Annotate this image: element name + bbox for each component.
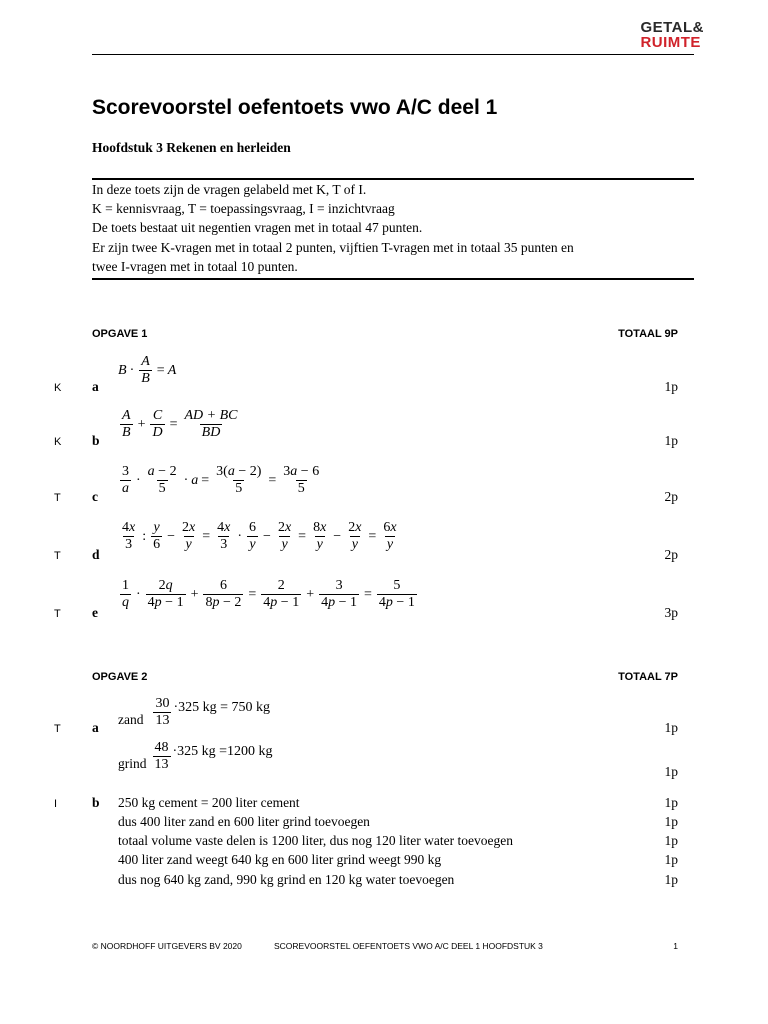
opgave-2-label: OPGAVE 2 [92,671,148,683]
question-points: 2p [664,547,678,562]
question-letter: e [92,605,98,620]
footer-copyright: © NOORDHOFF UITGEVERS BV 2020 [92,941,242,951]
intro-line: K = kennisvraag, T = toepassingsvraag, I = inzichtvraag [92,201,395,217]
formula-1a: B · $\frac{A}{B}$ = A [118,354,177,386]
formula-1c: $\frac{3}{a}$ · $\frac{a - 2}{5}$ · a = $\frac{3(a - 2)}{5}$ = $\frac{3a - 6}{5}$ [122,464,320,496]
logo-line-1: GETAL& [640,19,704,36]
formula-1e: $\frac{1}{q}$ · $\frac{2q}{4p - 1}$ + $\frac{6}{8p - 2}$ = $\frac{2}{4p - 1}$ + $\frac{3}{4p - 1}$ = $\frac{5}{4p - 1}$ [122,578,415,610]
answer-points: 1p [664,872,678,887]
question-letter: b [92,433,100,448]
intro-line: De toets bestaat uit negentien vragen met in totaal 47 punten. [92,220,423,236]
question-letter: b [92,795,100,810]
logo-line-2: RUIMTE [640,34,701,51]
intro-line: In deze toets zijn de vragen gelabeld met K, T of I. [92,182,367,197]
intro-text [92,180,692,276]
opgave-2-total: TOTAAL 7P [618,671,678,683]
question-tag: T [54,492,61,504]
footer-document: SCOREVOORSTEL OEFENTOETS VWO A/C DEEL 1 HOOFDSTUK 3 [274,941,543,951]
zand-result: ·325 kg = 750 kg [173,699,271,715]
question-tag: I [54,798,58,810]
opgave-1-total: TOTAAL 9P [618,328,678,340]
question-points: 1p [664,379,678,394]
question-letter: d [92,547,100,562]
grind-result: ·325 kg =1200 kg [172,743,273,759]
grind-label: grind [118,755,147,771]
header-rule [92,54,694,55]
formula-1b: $\frac{A}{B}$ + $\frac{C}{D}$ = $\frac{AD + BC}{BD}$ [122,408,238,440]
answer-line: dus nog 640 kg zand, 990 kg grind en 120 kg water toevoegen [118,872,455,887]
answer-line: totaal volume vaste delen is 1200 liter, dus nog 120 liter water toevoegen [118,833,513,848]
zand-label: zand [118,711,144,727]
answer-line: 400 liter zand weegt 640 kg en 600 liter grind weegt 990 kg [118,852,442,867]
brand-logo [640,20,704,50]
question-tag: K [54,436,62,448]
answer-points: 1p [664,852,678,867]
answer-line: 250 kg cement = 200 liter cement [118,795,300,810]
page-subtitle: Hoofdstuk 3 Rekenen en herleiden [92,140,291,155]
opgave-1-label: OPGAVE 1 [92,328,148,340]
formula-1d: $\frac{4x}{3}$ : $\frac{y}{6}$ − $\frac{2x}{y}$ = $\frac{4x}{3}$ · $\frac{6}{y}$ − $\frac{2x}{y}$ = $\frac{8x}{y}$ − $\frac{2x}{y}$ = $\frac{6x}{y}$ [122,520,397,552]
answer-line: dus 400 liter zand en 600 liter grind toevoegen [118,814,370,829]
answer-points: 1p [664,814,678,829]
question-points: 1p [664,720,678,735]
answer-points: 1p [664,795,678,810]
formula-2a-zand: zand $\frac{30}{13}$ ·325 kg = 750 kg [118,696,271,728]
question-points: 3p [664,605,678,620]
question-letter: a [92,379,99,394]
question-letter: a [92,720,99,735]
page-title: Scorevoorstel oefentoets vwo A/C deel 1 [92,96,498,119]
question-tag: T [54,723,61,735]
question-tag: T [54,550,61,562]
answer-points: 1p [664,833,678,848]
question-points: 1p [664,764,678,779]
intro-line: twee I-vragen met in totaal 10 punten. [92,258,298,274]
intro-line: Er zijn twee K-vragen met in totaal 2 punten, vijftien T-vragen met in totaal 35 punten en [92,239,574,255]
formula-2a-grind: grind $\frac{48}{13}$ ·325 kg =1200 kg [118,740,273,772]
question-tag: T [54,608,61,620]
question-points: 2p [664,489,678,504]
question-points: 1p [664,433,678,448]
question-tag: K [54,382,62,394]
question-letter: c [92,489,98,504]
footer-page-number: 1 [673,941,678,951]
